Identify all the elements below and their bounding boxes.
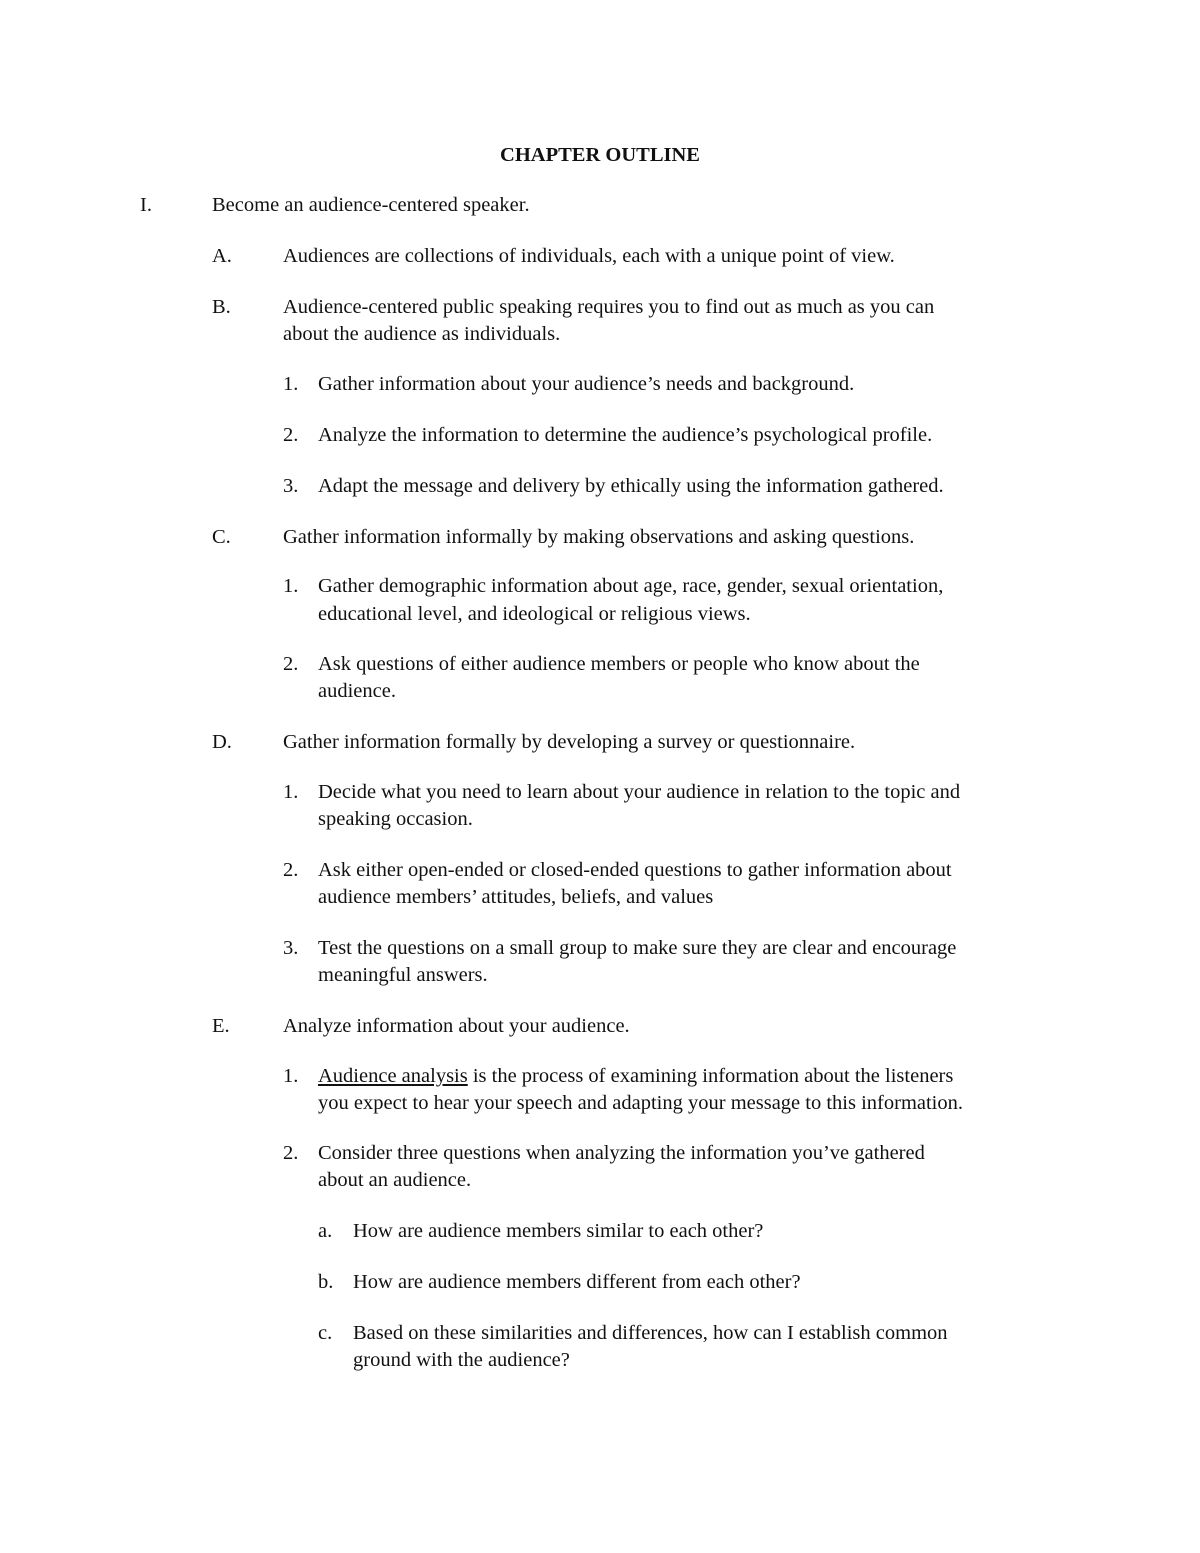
outline-text-line2: audience members’ attitudes, beliefs, and values [318,886,714,908]
outline-label: 3. [283,475,299,497]
outline-text-line1: Gather demographic information about age, race, gender, sexual orientation, [318,575,944,597]
outline-label: I. [140,194,152,216]
outline-text-line1: Test the questions on a small group to make sure they are clear and encourage [318,937,957,959]
outline-text-line2: educational level, and ideological or religious views. [318,603,751,625]
outline-label: 1. [283,575,299,597]
outline-text-line1: Based on these similarities and differences, how can I establish common [353,1322,948,1344]
outline-label: a. [318,1220,333,1242]
outline-label: b. [318,1271,334,1293]
outline-text: How are audience members similar to each other? [353,1220,764,1242]
outline-text-line1: Ask either open-ended or closed-ended questions to gather information about [318,859,952,881]
outline-text: Gather information informally by making observations and asking questions. [283,526,915,548]
outline-label: 2. [283,653,299,675]
outline-label: A. [212,245,232,267]
outline-label: 2. [283,859,299,881]
page-title: CHAPTER OUTLINE [500,144,700,166]
key-term: Audience analysis [318,1065,468,1087]
outline-label: B. [212,296,231,318]
outline-label: c. [318,1322,333,1344]
outline-label: 1. [283,1065,299,1087]
outline-text: Gather information about your audience’s needs and background. [318,373,855,395]
outline-text-line1 [318,1063,953,1090]
outline-label: 2. [283,1142,299,1164]
outline-text-line1: Decide what you need to learn about your audience in relation to the topic and [318,781,961,803]
outline-label: 1. [283,373,299,395]
outline-text: How are audience members different from each other? [353,1271,801,1293]
outline-label: D. [212,731,232,753]
outline-text-line2: about the audience as individuals. [283,323,561,345]
outline-text: Gather information formally by developing a survey or questionnaire. [283,731,856,753]
outline-text: Analyze information about your audience. [283,1015,630,1037]
outline-text: Analyze the information to determine the audience’s psychological profile. [318,424,933,446]
outline-text-line2: ground with the audience? [353,1349,570,1371]
outline-text-line1: Audience-centered public speaking requires you to find out as much as you can [283,296,935,318]
outline-text-line2: about an audience. [318,1169,472,1191]
outline-text: Become an audience-centered speaker. [212,194,530,216]
outline-label: 3. [283,937,299,959]
outline-text-rest: is the process of examining information about the listeners [467,1065,954,1087]
outline-text: Adapt the message and delivery by ethically using the information gathered. [318,475,944,497]
outline-text: Audiences are collections of individuals, each with a unique point of view. [283,245,895,267]
outline-text-line2: speaking occasion. [318,808,473,830]
outline-text-line2: you expect to hear your speech and adapting your message to this information. [318,1092,963,1114]
outline-text-line1: Ask questions of either audience members or people who know about the [318,653,920,675]
outline-text-line2: meaningful answers. [318,964,488,986]
outline-label: 2. [283,424,299,446]
outline-text-line1: Consider three questions when analyzing the information you’ve gathered [318,1142,925,1164]
outline-label: C. [212,526,231,548]
outline-label: 1. [283,781,299,803]
outline-text-line2: audience. [318,680,396,702]
outline-label: E. [212,1015,230,1037]
